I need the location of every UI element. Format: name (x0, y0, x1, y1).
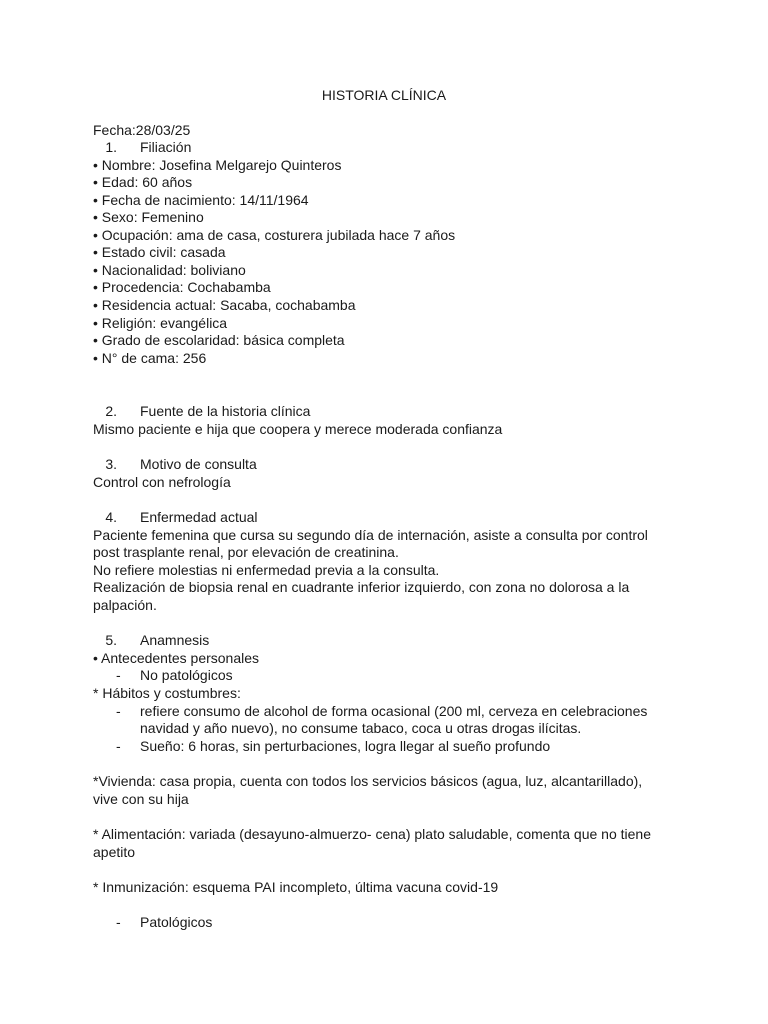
list-item: • Residencia actual: Sacaba, cochabamba (93, 297, 356, 313)
section-label: Motivo de consulta (140, 456, 257, 472)
list-item: • Nombre: Josefina Melgarejo Quinteros (93, 157, 342, 173)
sueno-text: Sueño: 6 horas, sin perturbaciones, logra llegar al sueño profundo (140, 738, 551, 754)
document-title: HISTORIA CLÍNICA (321, 87, 447, 103)
dash-marker: - (116, 703, 121, 719)
list-item: • Nacionalidad: boliviano (93, 262, 246, 278)
paragraph-line: palpación. (93, 597, 157, 613)
section-number: 4. (105, 509, 117, 525)
list-item: • Estado civil: casada (93, 244, 226, 260)
no-patologicos-label: No patológicos (140, 667, 233, 683)
section-label: Filiación (140, 139, 192, 155)
paragraph-line: No refiere molestias ni enfermedad previa a la consulta. (93, 562, 440, 578)
list-item: • Sexo: Femenino (93, 209, 204, 225)
section-number: 5. (105, 632, 117, 648)
section-number: 1. (105, 139, 117, 155)
section-number: 2. (105, 403, 117, 419)
section-label: Fuente de la historia clínica (140, 403, 311, 419)
motivo-text: Control con nefrología (93, 474, 231, 490)
list-item: • Religión: evangélica (93, 315, 228, 331)
patologicos-label: Patológicos (140, 914, 213, 930)
fuente-text: Mismo paciente e hija que coopera y merece moderada confianza (93, 421, 503, 437)
list-item: • Edad: 60 años (93, 174, 193, 190)
list-item: • Ocupación: ama de casa, costurera jubilada hace 7 años (93, 227, 456, 243)
section-heading-fuente (93, 403, 311, 421)
paragraph-line: Realización de biopsia renal en cuadrante inferior izquierdo, con zona no dolorosa a la (93, 579, 630, 595)
section-heading-filiacion (93, 139, 192, 157)
antecedentes-heading: • Antecedentes personales (93, 650, 260, 666)
alimentacion-text-continued: apetito (93, 844, 136, 860)
alcohol-text: refiere consumo de alcohol de forma ocasional (200 ml, cerveza en celebraciones (140, 703, 648, 719)
paragraph-line: Paciente femenina que cursa su segundo día de internación, asiste a consulta por control (93, 527, 648, 543)
dash-marker: - (116, 667, 121, 683)
list-item: • Grado de escolaridad: básica completa (93, 332, 345, 348)
list-item: • Fecha de nacimiento: 14/11/1964 (93, 192, 309, 208)
habitos-heading: * Hábitos y costumbres: (93, 685, 241, 701)
vivienda-text: *Vivienda: casa propia, cuenta con todos los servicios básicos (agua, luz, alcantarillado), (93, 773, 643, 789)
date-line: Fecha:28/03/25 (93, 122, 191, 138)
inmunizacion-text: * Inmunización: esquema PAI incompleto, última vacuna covid-19 (93, 879, 499, 895)
section-label: Enfermedad actual (140, 509, 258, 525)
section-heading-enfermedad (93, 509, 258, 527)
list-item: • Procedencia: Cochabamba (93, 279, 271, 295)
section-number: 3. (105, 456, 117, 472)
section-label: Anamnesis (140, 632, 210, 648)
dash-marker: - (116, 914, 121, 930)
vivienda-text-continued: vive con su hija (93, 791, 189, 807)
alimentacion-text: * Alimentación: variada (desayuno-almuerzo- cena) plato saludable, comenta que no tiene (93, 826, 652, 842)
dash-marker: - (116, 738, 121, 754)
section-heading-motivo (93, 456, 257, 474)
alcohol-text-continued: navidad y año nuevo), no consume tabaco, coca u otras drogas ilícitas. (140, 720, 582, 736)
list-item: • N° de cama: 256 (93, 350, 207, 366)
section-heading-anamnesis (93, 632, 210, 650)
paragraph-line: post trasplante renal, por elevación de creatinina. (93, 544, 399, 560)
